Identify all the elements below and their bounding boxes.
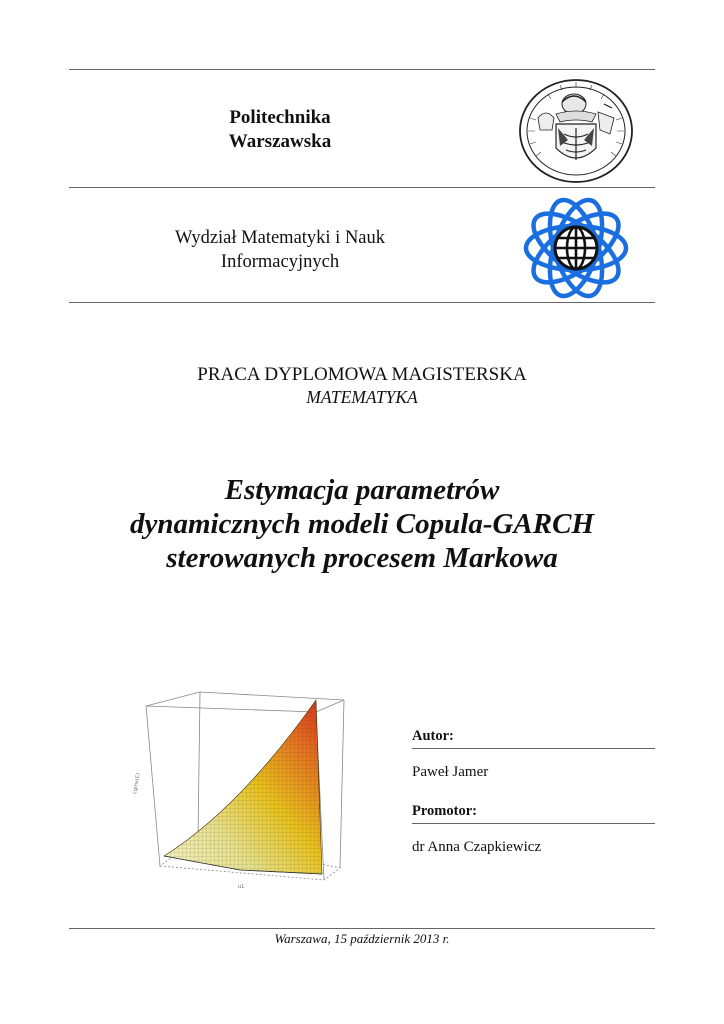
thesis-type <box>100 364 624 408</box>
footer-rule <box>69 928 655 929</box>
svg-text:u1: u1 <box>238 884 245 890</box>
author-name: Paweł Jamer <box>412 764 489 780</box>
supervisor-block <box>412 802 655 856</box>
thesis-title-line-2: dynamicznych modeli Copula-GARCH <box>129 508 595 540</box>
faculty-name <box>140 226 420 274</box>
place-date: Warszawa, 15 październik 2013 r. <box>274 931 450 946</box>
author-label: Autor: <box>412 727 655 749</box>
author-block <box>412 727 655 781</box>
thesis-kind: PRACA DYPLOMOWA MAGISTERSKA <box>197 364 527 385</box>
faculty-name-line-1: Wydział Matematyki i Nauk <box>174 228 386 248</box>
supervisor-name: dr Anna Czapkiewicz <box>412 839 542 855</box>
supervisor-label: Promotor: <box>412 802 655 824</box>
thesis-field: MATEMATYKA <box>306 387 418 407</box>
header-divider <box>69 187 655 188</box>
university-name-line-2: Warszawska <box>228 131 332 152</box>
mini-globe-orbit-logo-icon <box>518 192 634 304</box>
faculty-name-line-2: Informacyjnych <box>220 252 340 272</box>
copula-surface-illustration <box>130 688 355 898</box>
thesis-title <box>62 473 662 575</box>
university-name-line-1: Politechnika <box>229 107 331 128</box>
top-rule <box>69 69 655 70</box>
thesis-title-line-1: Estymacja parametrów <box>224 474 500 506</box>
svg-text:cgmv(C): cgmv(C) <box>132 772 142 795</box>
pw-eagle-seal-icon <box>518 78 634 184</box>
university-name <box>200 106 360 154</box>
thesis-title-line-3: sterowanych procesem Markowa <box>166 542 558 574</box>
